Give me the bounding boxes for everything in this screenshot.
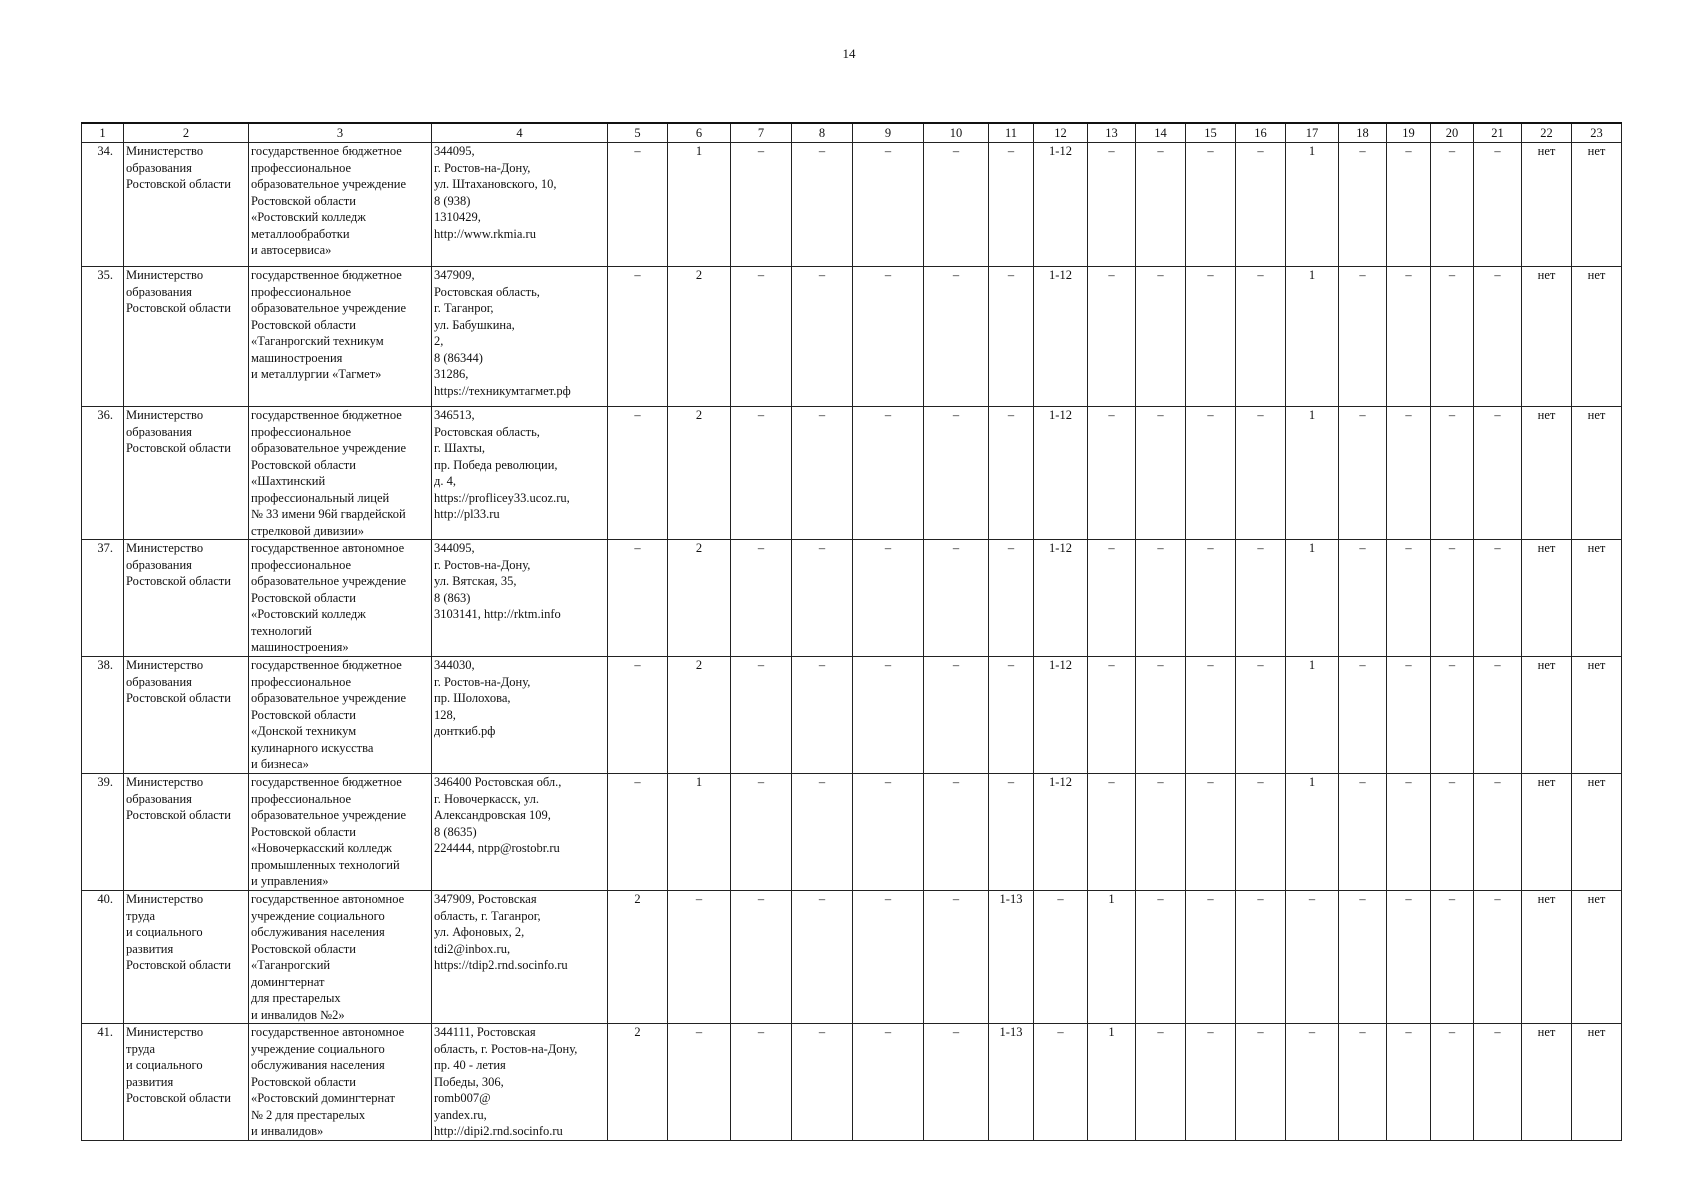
- value-cell-col-12: 1-12: [1034, 407, 1088, 540]
- value-cell-col-15: –: [1186, 143, 1236, 267]
- value-cell-col-9: –: [853, 774, 924, 891]
- column-header-21: 21: [1474, 123, 1522, 143]
- value-cell-col-14: –: [1136, 657, 1186, 774]
- address-cell: 347909, Ростовская область, г. Таганрог, ул. Бабушкина, 2, 8 (86344) 31286, https://техникумтагмет.рф: [432, 267, 608, 407]
- value-cell-col-9: –: [853, 891, 924, 1024]
- column-header-8: 8: [792, 123, 853, 143]
- value-cell-col-20: –: [1431, 891, 1474, 1024]
- value-cell-col-11: –: [989, 267, 1034, 407]
- value-cell-col-22: нет: [1522, 657, 1572, 774]
- value-cell-col-16: –: [1236, 267, 1286, 407]
- value-cell-col-22: нет: [1522, 540, 1572, 657]
- value-cell-col-7: –: [731, 774, 792, 891]
- column-header-13: 13: [1088, 123, 1136, 143]
- ministry-cell: Министерство образования Ростовской области: [124, 407, 249, 540]
- value-cell-col-10: –: [924, 1024, 989, 1141]
- value-cell-col-18: –: [1339, 657, 1387, 774]
- value-cell-col-12: 1-12: [1034, 540, 1088, 657]
- value-cell-col-6: –: [668, 1024, 731, 1141]
- value-cell-col-21: –: [1474, 657, 1522, 774]
- value-cell-col-9: –: [853, 267, 924, 407]
- value-cell-col-8: –: [792, 891, 853, 1024]
- column-header-6: 6: [668, 123, 731, 143]
- column-header-18: 18: [1339, 123, 1387, 143]
- column-header-22: 22: [1522, 123, 1572, 143]
- value-cell-col-23: нет: [1572, 143, 1622, 267]
- row-number: 37.: [82, 540, 124, 657]
- value-cell-col-14: –: [1136, 774, 1186, 891]
- value-cell-col-11: –: [989, 657, 1034, 774]
- value-cell-col-18: –: [1339, 1024, 1387, 1141]
- value-cell-col-5: –: [608, 407, 668, 540]
- address-cell: 346513, Ростовская область, г. Шахты, пр. Победа революции, д. 4, https://profliceу33.ucoz.ru, http://pl33.ru: [432, 407, 608, 540]
- row-number: 34.: [82, 143, 124, 267]
- column-header-11: 11: [989, 123, 1034, 143]
- table-row: [82, 657, 1622, 774]
- ministry-cell: Министерство образования Ростовской области: [124, 143, 249, 267]
- value-cell-col-16: –: [1236, 657, 1286, 774]
- ministry-cell: Министерство образования Ростовской области: [124, 657, 249, 774]
- row-number: 38.: [82, 657, 124, 774]
- value-cell-col-6: 2: [668, 540, 731, 657]
- value-cell-col-19: –: [1387, 891, 1431, 1024]
- value-cell-col-19: –: [1387, 540, 1431, 657]
- address-cell: 344111, Ростовская область, г. Ростов-на-Дону, пр. 40 - летия Победы, 306, romb007@ yandex.ru, http://dipi2.rnd.socinfo.ru: [432, 1024, 608, 1141]
- value-cell-col-15: –: [1186, 267, 1236, 407]
- value-cell-col-16: –: [1236, 143, 1286, 267]
- value-cell-col-8: –: [792, 774, 853, 891]
- column-header-14: 14: [1136, 123, 1186, 143]
- value-cell-col-12: –: [1034, 1024, 1088, 1141]
- value-cell-col-14: –: [1136, 267, 1186, 407]
- value-cell-col-15: –: [1186, 540, 1236, 657]
- value-cell-col-13: –: [1088, 407, 1136, 540]
- column-header-12: 12: [1034, 123, 1088, 143]
- value-cell-col-6: 2: [668, 267, 731, 407]
- value-cell-col-7: –: [731, 407, 792, 540]
- value-cell-col-7: –: [731, 1024, 792, 1141]
- value-cell-col-23: нет: [1572, 407, 1622, 540]
- column-header-19: 19: [1387, 123, 1431, 143]
- value-cell-col-8: –: [792, 143, 853, 267]
- value-cell-col-21: –: [1474, 891, 1522, 1024]
- address-cell: 346400 Ростовская обл., г. Новочеркасск, ул. Александровская 109, 8 (8635) 224444, ntpp@rostobr.ru: [432, 774, 608, 891]
- value-cell-col-7: –: [731, 540, 792, 657]
- column-header-10: 10: [924, 123, 989, 143]
- value-cell-col-14: –: [1136, 407, 1186, 540]
- value-cell-col-17: 1: [1286, 267, 1339, 407]
- value-cell-col-14: –: [1136, 891, 1186, 1024]
- value-cell-col-23: нет: [1572, 774, 1622, 891]
- value-cell-col-7: –: [731, 267, 792, 407]
- address-cell: 344095, г. Ростов-на-Дону, ул. Штахановского, 10, 8 (938) 1310429, http://www.rkmia.ru: [432, 143, 608, 267]
- value-cell-col-17: 1: [1286, 657, 1339, 774]
- row-number: 41.: [82, 1024, 124, 1141]
- row-number: 36.: [82, 407, 124, 540]
- ministry-cell: Министерство образования Ростовской области: [124, 540, 249, 657]
- value-cell-col-9: –: [853, 407, 924, 540]
- value-cell-col-14: –: [1136, 143, 1186, 267]
- value-cell-col-19: –: [1387, 267, 1431, 407]
- value-cell-col-10: –: [924, 657, 989, 774]
- value-cell-col-21: –: [1474, 774, 1522, 891]
- value-cell-col-13: –: [1088, 657, 1136, 774]
- value-cell-col-17: 1: [1286, 774, 1339, 891]
- value-cell-col-11: –: [989, 143, 1034, 267]
- value-cell-col-19: –: [1387, 774, 1431, 891]
- column-header-20: 20: [1431, 123, 1474, 143]
- value-cell-col-6: –: [668, 891, 731, 1024]
- page-number: 14: [842, 46, 856, 61]
- value-cell-col-23: нет: [1572, 657, 1622, 774]
- value-cell-col-18: –: [1339, 540, 1387, 657]
- value-cell-col-20: –: [1431, 540, 1474, 657]
- value-cell-col-14: –: [1136, 1024, 1186, 1141]
- value-cell-col-20: –: [1431, 407, 1474, 540]
- value-cell-col-18: –: [1339, 407, 1387, 540]
- value-cell-col-12: 1-12: [1034, 143, 1088, 267]
- value-cell-col-21: –: [1474, 407, 1522, 540]
- value-cell-col-17: 1: [1286, 143, 1339, 267]
- value-cell-col-21: –: [1474, 143, 1522, 267]
- value-cell-col-10: –: [924, 407, 989, 540]
- value-cell-col-19: –: [1387, 407, 1431, 540]
- value-cell-col-20: –: [1431, 657, 1474, 774]
- institution-cell: государственное бюджетное профессиональное образовательное учреждение Ростовской области «Новочеркасский колледж промышленных технологий и управления»: [249, 774, 432, 891]
- value-cell-col-16: –: [1236, 540, 1286, 657]
- value-cell-col-16: –: [1236, 1024, 1286, 1141]
- value-cell-col-7: –: [731, 657, 792, 774]
- value-cell-col-20: –: [1431, 1024, 1474, 1141]
- institution-cell: государственное автономное учреждение социального обслуживания населения Ростовской области «Ростовский домингтернат № 2 для престарелых и инвалидов»: [249, 1024, 432, 1141]
- value-cell-col-22: нет: [1522, 774, 1572, 891]
- value-cell-col-5: –: [608, 657, 668, 774]
- value-cell-col-18: –: [1339, 891, 1387, 1024]
- institution-cell: государственное автономное учреждение социального обслуживания населения Ростовской области «Таганрогский домингтернат для престарелых и инвалидов №2»: [249, 891, 432, 1024]
- value-cell-col-10: –: [924, 540, 989, 657]
- value-cell-col-20: –: [1431, 774, 1474, 891]
- value-cell-col-15: –: [1186, 657, 1236, 774]
- value-cell-col-11: 1-13: [989, 1024, 1034, 1141]
- value-cell-col-8: –: [792, 407, 853, 540]
- value-cell-col-18: –: [1339, 774, 1387, 891]
- value-cell-col-15: –: [1186, 1024, 1236, 1141]
- value-cell-col-16: –: [1236, 891, 1286, 1024]
- value-cell-col-12: 1-12: [1034, 657, 1088, 774]
- value-cell-col-19: –: [1387, 1024, 1431, 1141]
- value-cell-col-9: –: [853, 540, 924, 657]
- value-cell-col-20: –: [1431, 143, 1474, 267]
- value-cell-col-19: –: [1387, 143, 1431, 267]
- table-row: [82, 407, 1622, 540]
- table-body: [82, 143, 1622, 1141]
- table-row: [82, 540, 1622, 657]
- value-cell-col-10: –: [924, 774, 989, 891]
- value-cell-col-6: 2: [668, 407, 731, 540]
- ministry-cell: Министерство образования Ростовской области: [124, 774, 249, 891]
- value-cell-col-9: –: [853, 143, 924, 267]
- value-cell-col-21: –: [1474, 267, 1522, 407]
- value-cell-col-21: –: [1474, 1024, 1522, 1141]
- value-cell-col-11: –: [989, 407, 1034, 540]
- value-cell-col-20: –: [1431, 267, 1474, 407]
- ministry-cell: Министерство образования Ростовской области: [124, 267, 249, 407]
- row-number: 40.: [82, 891, 124, 1024]
- institution-cell: государственное бюджетное профессиональное образовательное учреждение Ростовской области «Ростовский колледж металлообработки и автосервиса»: [249, 143, 432, 267]
- value-cell-col-17: –: [1286, 891, 1339, 1024]
- table-row: [82, 891, 1622, 1024]
- value-cell-col-23: нет: [1572, 267, 1622, 407]
- value-cell-col-13: –: [1088, 540, 1136, 657]
- institution-cell: государственное бюджетное профессиональное образовательное учреждение Ростовской области «Таганрогский техникум машиностроения и металлургии «Тагмет»: [249, 267, 432, 407]
- value-cell-col-15: –: [1186, 891, 1236, 1024]
- ministry-cell: Министерство труда и социального развития Ростовской области: [124, 891, 249, 1024]
- value-cell-col-13: 1: [1088, 1024, 1136, 1141]
- address-cell: 344095, г. Ростов-на-Дону, ул. Вятская, 35, 8 (863) 3103141, http://rktm.info: [432, 540, 608, 657]
- value-cell-col-5: –: [608, 540, 668, 657]
- column-header-15: 15: [1186, 123, 1236, 143]
- value-cell-col-18: –: [1339, 143, 1387, 267]
- value-cell-col-8: –: [792, 1024, 853, 1141]
- value-cell-col-5: –: [608, 774, 668, 891]
- value-cell-col-12: –: [1034, 891, 1088, 1024]
- value-cell-col-13: 1: [1088, 891, 1136, 1024]
- value-cell-col-23: нет: [1572, 540, 1622, 657]
- value-cell-col-13: –: [1088, 143, 1136, 267]
- value-cell-col-11: –: [989, 540, 1034, 657]
- value-cell-col-6: 1: [668, 143, 731, 267]
- value-cell-col-17: –: [1286, 1024, 1339, 1141]
- value-cell-col-15: –: [1186, 774, 1236, 891]
- row-number: 39.: [82, 774, 124, 891]
- institution-cell: государственное бюджетное профессиональное образовательное учреждение Ростовской области «Донской техникум кулинарного искусства и бизнеса»: [249, 657, 432, 774]
- ministry-cell: Министерство труда и социального развития Ростовской области: [124, 1024, 249, 1141]
- value-cell-col-12: 1-12: [1034, 774, 1088, 891]
- value-cell-col-8: –: [792, 267, 853, 407]
- column-header-2: 2: [124, 123, 249, 143]
- column-header-5: 5: [608, 123, 668, 143]
- institution-cell: государственное автономное профессиональное образовательное учреждение Ростовской области «Ростовский колледж технологий машиностроения»: [249, 540, 432, 657]
- value-cell-col-9: –: [853, 1024, 924, 1141]
- value-cell-col-8: –: [792, 540, 853, 657]
- value-cell-col-22: нет: [1522, 407, 1572, 540]
- value-cell-col-23: нет: [1572, 1024, 1622, 1141]
- value-cell-col-17: 1: [1286, 407, 1339, 540]
- column-header-16: 16: [1236, 123, 1286, 143]
- column-header-4: 4: [432, 123, 608, 143]
- value-cell-col-9: –: [853, 657, 924, 774]
- value-cell-col-5: –: [608, 267, 668, 407]
- institution-cell: государственное бюджетное профессиональное образовательное учреждение Ростовской области «Шахтинский профессиональный лицей № 33 имени 96й гвардейской стрелковой дивизии»: [249, 407, 432, 540]
- table-row: [82, 1024, 1622, 1141]
- value-cell-col-15: –: [1186, 407, 1236, 540]
- column-header-3: 3: [249, 123, 432, 143]
- value-cell-col-13: –: [1088, 774, 1136, 891]
- value-cell-col-11: 1-13: [989, 891, 1034, 1024]
- value-cell-col-10: –: [924, 267, 989, 407]
- table-row: [82, 143, 1622, 267]
- value-cell-col-6: 1: [668, 774, 731, 891]
- value-cell-col-16: –: [1236, 407, 1286, 540]
- value-cell-col-5: –: [608, 143, 668, 267]
- table-row: [82, 774, 1622, 891]
- value-cell-col-10: –: [924, 143, 989, 267]
- address-cell: 344030, г. Ростов-на-Дону, пр. Шолохова, 128, донткиб.рф: [432, 657, 608, 774]
- column-header-17: 17: [1286, 123, 1339, 143]
- value-cell-col-5: 2: [608, 1024, 668, 1141]
- value-cell-col-21: –: [1474, 540, 1522, 657]
- column-header-1: 1: [82, 123, 124, 143]
- column-header-9: 9: [853, 123, 924, 143]
- value-cell-col-7: –: [731, 891, 792, 1024]
- value-cell-col-22: нет: [1522, 143, 1572, 267]
- column-header-row: [82, 123, 1622, 143]
- value-cell-col-19: –: [1387, 657, 1431, 774]
- value-cell-col-11: –: [989, 774, 1034, 891]
- value-cell-col-13: –: [1088, 267, 1136, 407]
- value-cell-col-7: –: [731, 143, 792, 267]
- value-cell-col-5: 2: [608, 891, 668, 1024]
- value-cell-col-18: –: [1339, 267, 1387, 407]
- value-cell-col-16: –: [1236, 774, 1286, 891]
- table-row: [82, 267, 1622, 407]
- row-number: 35.: [82, 267, 124, 407]
- value-cell-col-14: –: [1136, 540, 1186, 657]
- value-cell-col-22: нет: [1522, 891, 1572, 1024]
- column-header-7: 7: [731, 123, 792, 143]
- address-cell: 347909, Ростовская область, г. Таганрог, ул. Афоновых, 2, tdi2@inbox.ru, https://tdip2.rnd.socinfo.ru: [432, 891, 608, 1024]
- column-header-23: 23: [1572, 123, 1622, 143]
- value-cell-col-17: 1: [1286, 540, 1339, 657]
- value-cell-col-22: нет: [1522, 1024, 1572, 1141]
- value-cell-col-23: нет: [1572, 891, 1622, 1024]
- value-cell-col-8: –: [792, 657, 853, 774]
- data-table: [81, 122, 1622, 1141]
- value-cell-col-10: –: [924, 891, 989, 1024]
- value-cell-col-22: нет: [1522, 267, 1572, 407]
- value-cell-col-6: 2: [668, 657, 731, 774]
- value-cell-col-12: 1-12: [1034, 267, 1088, 407]
